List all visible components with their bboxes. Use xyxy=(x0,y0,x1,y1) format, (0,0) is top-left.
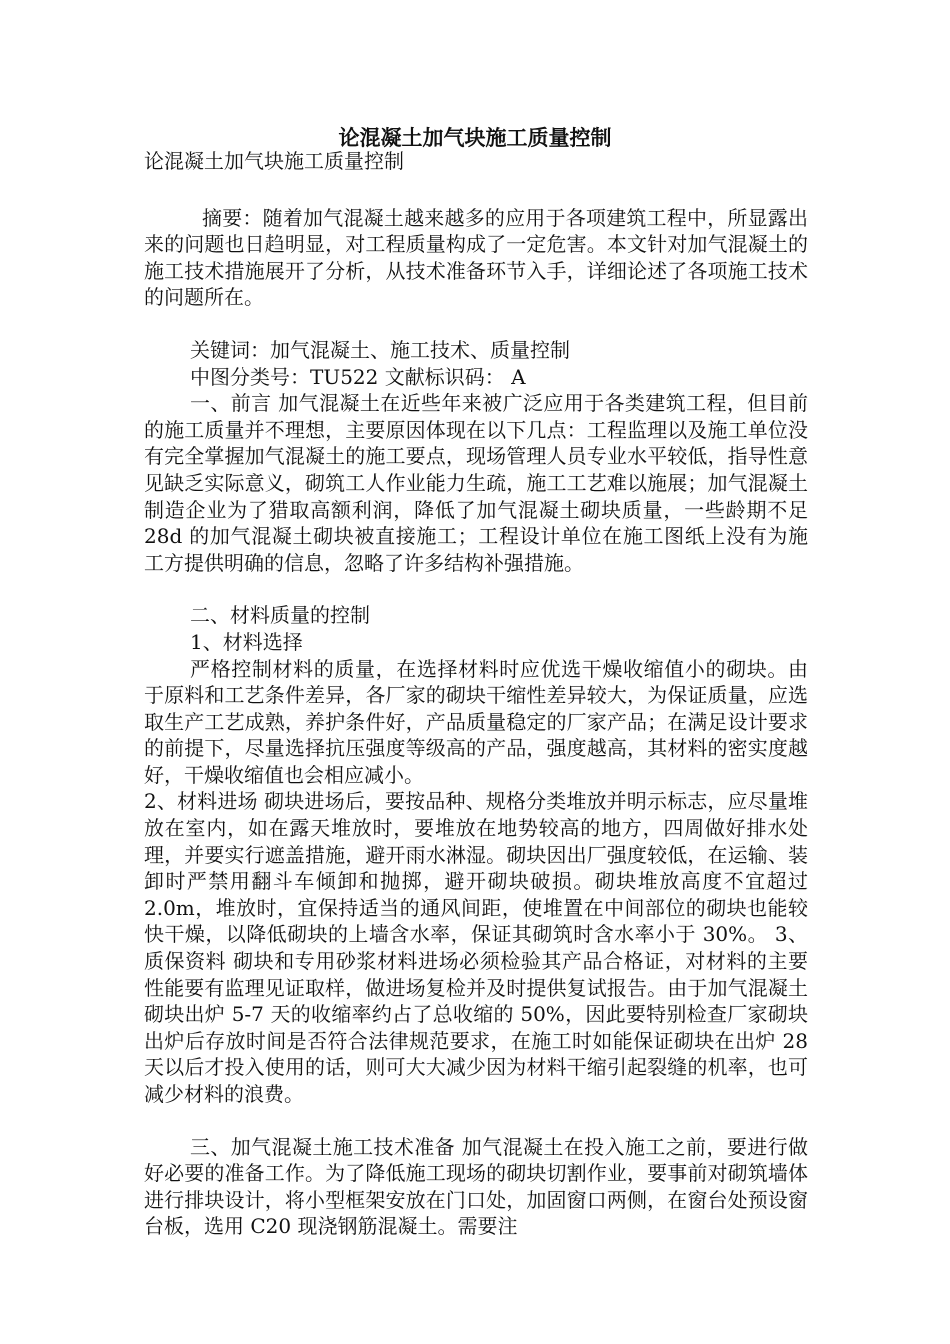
section-2-paragraph-1: 严格控制材料的质量，在选择材料时应优选干燥收缩值小的砌块。由于原料和工艺条件差异，各厂家的砌块干缩性差异较大，为保证质量，应选取生产工艺成熟，养护条件好，产品质量稳定的厂家产品；在满足设计要求的前提下，尽量选择抗压强度等级高的产品，强度越高，其材料的密实度越好，干燥收缩值也会相应减小。 xyxy=(144,656,808,787)
section-3-paragraph: 三、加气混凝土施工技术准备 加气混凝土在投入施工之前，要进行做好必要的准备工作。为了降低施工现场的砌块切割作业，要事前对砌筑墙体进行排块设计，将小型框架安放在门口处，加固窗口两侧，在窗台处预设窗台板，选用 C20 现浇钢筋混凝土。需要注 xyxy=(144,1134,808,1239)
abstract-paragraph: 摘要：随着加气混凝土越来越多的应用于各项建筑工程中，所显露出来的问题也日趋明显，对工程质量构成了一定危害。本文针对加气混凝土的施工技术措施展开了分析，从技术准备环节入手，详细论述了各项施工技术的问题所在。 xyxy=(144,205,808,310)
section-2-heading: 二、材料质量的控制 xyxy=(190,603,370,628)
section-2-subheading: 1、材料选择 xyxy=(190,629,303,654)
classification-line: 中图分类号：TU522 文献标识码： A xyxy=(190,364,526,389)
section-2-paragraph-2: 2、材料进场 砌块进场后，要按品种、规格分类堆放并明示标志，应尽量堆放在室内，如在露天堆放时，要堆放在地势较高的地方，四周做好排水处理，并要实行遮盖措施，避开雨水淋湿。砌块因出厂强度较低，在运输、装卸时严禁用翻斗车倾卸和抛掷，避开砌块破损。砌块堆放高度不宜超过 2.0m，堆放时，宜保持适当的通风间距，使堆置在中间部位的砌块也能较快干燥，以降低砌块的上墙含水率，保证其砌筑时含水率小于 30%。 3、质保资料 砌块和专用砂浆材料进场必须检验其产品合格证，对材料的主要性能要有监理见证取样，做进场复检并及时提供复试报告。由于加气混凝土砌块出炉 5-7 天的收缩率约占了总收缩的 50%，因此要特别检查厂家砌块出炉后存放时间是否符合法律规范要求，在施工时如能保证砌块在出炉 28 天以后才投入使用的话，则可大大减少因为材料干缩引起裂缝的机率，也可减少材料的浪费。 xyxy=(144,789,808,1106)
section-1-paragraph: 一、前言 加气混凝土在近些年来被广泛应用于各类建筑工程，但目前的施工质量并不理想，主要原因体现在以下几点：工程监理以及施工单位没有完全掌握加气混凝土的施工要点，现场管理人员专业水平较低，指导性意见缺乏实际意义，砌筑工人作业能力生疏，施工工艺难以施展；加气混凝土制造企业为了猎取高额利润，降低了加气混凝土砌块质量，一些龄期不足 28d 的加气混凝土砌块被直接施工；工程设计单位在施工图纸上没有为施工方提供明确的信息，忽略了许多结构补强措施。 xyxy=(144,391,808,575)
document-body xyxy=(144,148,808,1240)
keywords-line: 关键词：加气混凝土、施工技术、质量控制 xyxy=(190,337,570,362)
document-title: 论混凝土加气块施工质量控制 xyxy=(338,125,612,150)
document-subtitle: 论混凝土加气块施工质量控制 xyxy=(144,149,404,173)
